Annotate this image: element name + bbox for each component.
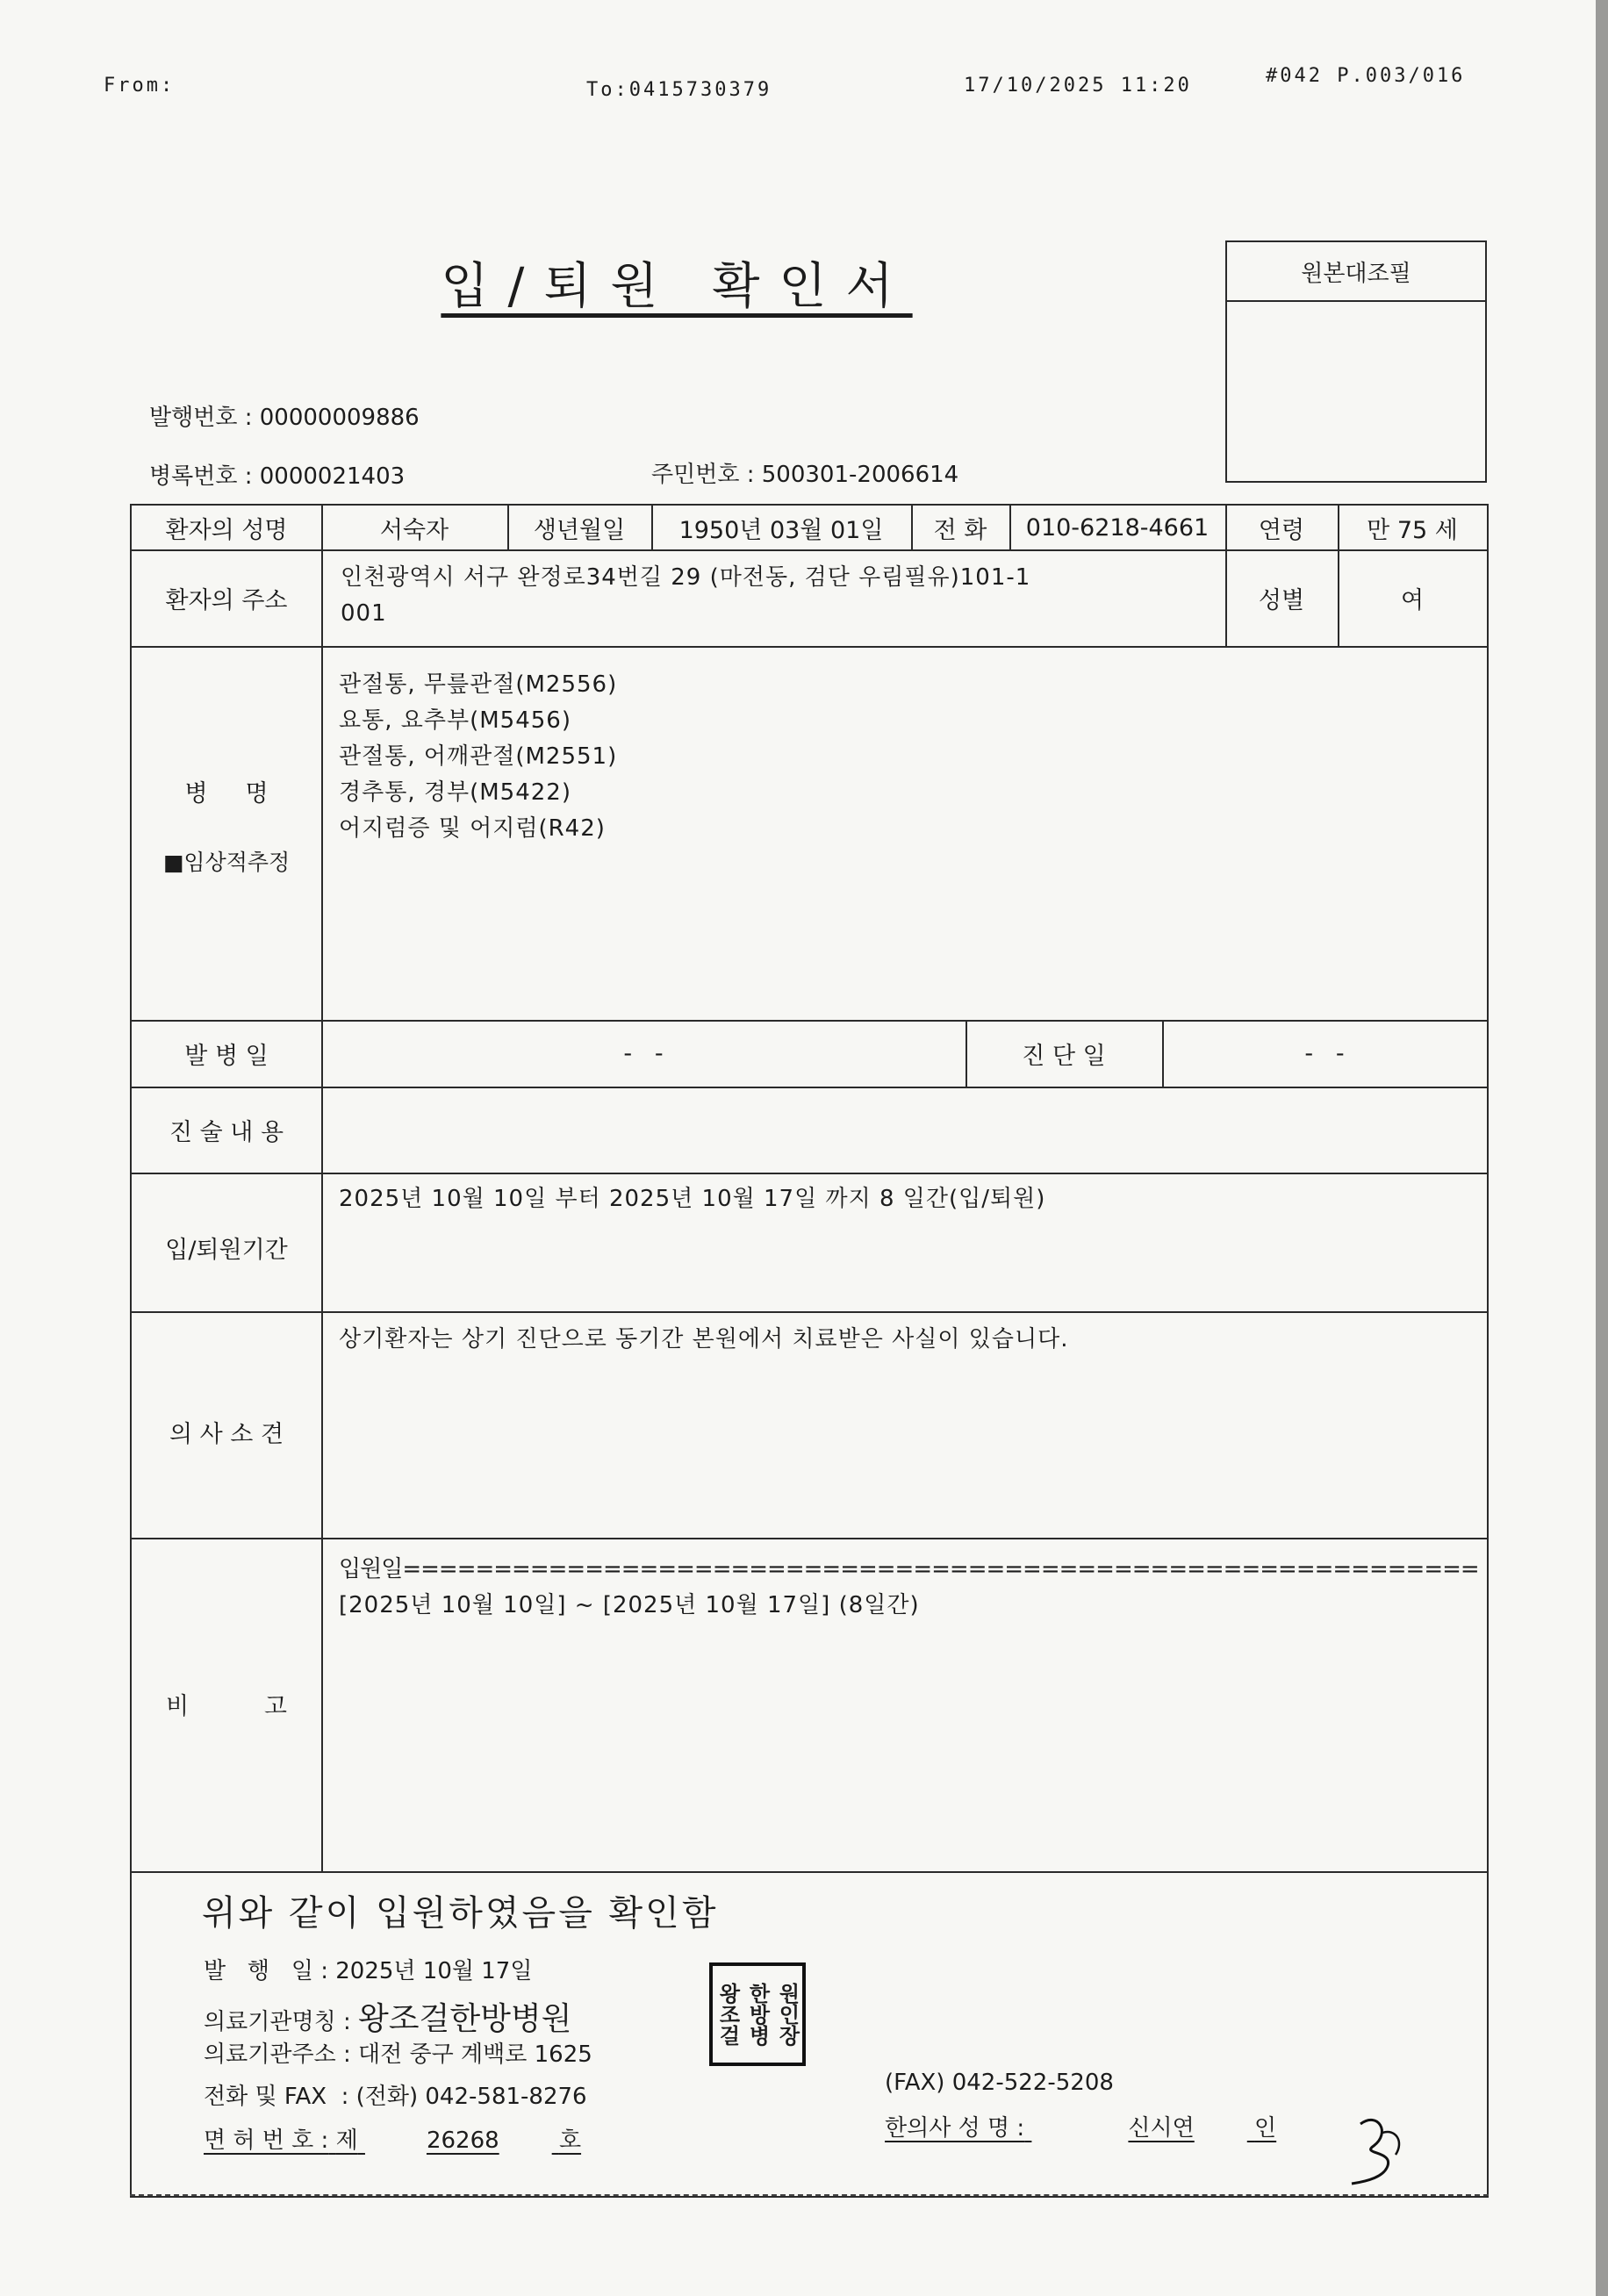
address [341, 560, 1030, 632]
remarks-label: 비 고 [166, 1692, 287, 1720]
license-suffix: 호 [558, 2127, 582, 2154]
fax-page: #042 P.003/016 [1266, 65, 1466, 87]
document-title: 입/퇴원 확인서 [441, 258, 913, 315]
institution [204, 1994, 571, 2039]
resident-no-label: 주민번호 : [651, 462, 755, 488]
license [204, 2122, 581, 2155]
tel-value: (전화) 042-581-8276 [355, 2084, 587, 2110]
diagnosis-item: 어지럼증 및 어지럼(R42) [339, 815, 606, 842]
issue-no-value: 00000009886 [259, 405, 420, 431]
tel-fax [204, 2078, 587, 2111]
fax-datetime: 17/10/2025 11:20 [964, 75, 1192, 97]
issue-no-label: 발행번호 : [149, 405, 253, 431]
period-label: 입/퇴원기간 [165, 1236, 288, 1264]
original-verified-label: 원본대조필 [1227, 242, 1485, 302]
period-value: 2025년 10월 10일 부터 2025년 10월 17일 까지 8 일간(입/퇴원) [339, 1186, 1046, 1212]
institution-address [204, 2036, 592, 2069]
diagnosis-list [339, 667, 617, 847]
fax-from: From: [104, 75, 176, 97]
diagnosis-item: 경추통, 경부(M5422) [339, 779, 571, 806]
doctor-signature [1343, 2106, 1413, 2185]
issue-date-value: 2025년 10월 17일 [335, 1958, 533, 1984]
address-label: 환자의 주소 [165, 586, 288, 614]
diagnosis-item: 요통, 요추부(M5456) [339, 707, 571, 734]
age: 만 75 세 [1367, 516, 1458, 544]
license-label: 면 허 번 호 : [204, 2127, 329, 2154]
diagnosis-item: 관절통, 어깨관절(M2551) [339, 743, 618, 770]
age-label: 연령 [1258, 516, 1305, 544]
tel-fax-label: 전화 및 FAX : [204, 2084, 349, 2110]
clinical-estimate-label: ■임상적추정 [162, 850, 291, 875]
institution-address-label: 의료기관주소 : [204, 2041, 351, 2068]
issue-no [149, 399, 420, 432]
address-line2: 001 [341, 600, 387, 627]
original-verified-box [1225, 240, 1487, 483]
resident-no-value: 500301-2006614 [761, 462, 959, 488]
sex: 여 [1400, 586, 1425, 614]
opinion-label: 의 사 소 견 [169, 1420, 284, 1448]
issuer-right-border [1487, 1882, 1489, 2194]
resident-no [651, 456, 958, 489]
remarks-line2: [2025년 10월 10일] ~ [2025년 10월 17일] (8일간) [339, 1592, 920, 1618]
confirm-text: 위와 같이 입원하였음을 확인함 [202, 1893, 719, 1934]
diag-date-value: - - [1304, 1039, 1345, 1067]
fax-to: To:0415730379 [586, 79, 772, 101]
birth-date: 1950년 03월 01일 [678, 516, 884, 544]
opinion-value: 상기환자는 상기 진단으로 동기간 본원에서 치료받은 사실이 있습니다. [339, 1326, 1069, 1352]
remarks-value [339, 1552, 1479, 1624]
onset-label: 발 병 일 [184, 1042, 269, 1070]
doctor-seal-mark: 인 [1254, 2115, 1277, 2142]
institution-label: 의료기관명칭 : [204, 2009, 351, 2035]
diagnosis-item: 관절통, 무릎관절(M2556) [339, 671, 618, 698]
license-no: 26268 [426, 2127, 499, 2154]
institution-address-value: 대전 중구 계백로 1625 [358, 2041, 592, 2068]
remarks-line1: 입원일=========================================================== [339, 1556, 1479, 1582]
patient-name: 서숙자 [379, 516, 449, 544]
issuer-left-border [130, 1882, 132, 2194]
record-no-label: 병록번호 : [149, 463, 253, 490]
license-prefix: 제 [335, 2127, 358, 2154]
fax-value: (FAX) 042-522-5208 [885, 2070, 1114, 2096]
background-edge [1596, 0, 1608, 2296]
phone-label: 전 화 [933, 516, 987, 544]
diagnosis-label: 병 명 [184, 779, 269, 807]
record-no-value: 0000021403 [259, 463, 406, 490]
record-no [149, 458, 405, 491]
address-line1: 인천광역시 서구 완정로34번길 29 (마전동, 검단 우림필유)101-1 [341, 564, 1031, 591]
seal-col: 왕조걸 [715, 1983, 740, 2046]
patient-name-label: 환자의 성명 [165, 516, 288, 544]
form-table [130, 504, 1489, 2198]
doctor-name: 신시연 [1128, 2115, 1195, 2142]
seal-col: 원인장 [775, 1983, 800, 2046]
institution-name: 왕조걸한방병원 [358, 2001, 572, 2037]
statement-label: 진 술 내 용 [169, 1118, 284, 1146]
hospital-seal [709, 1962, 806, 2066]
issuer-bottom-border [130, 2194, 1489, 2196]
doctor [885, 2110, 1276, 2142]
doctor-label: 한의사 성 명 : [885, 2115, 1025, 2142]
issue-date [204, 1953, 532, 1985]
onset-value: - - [623, 1039, 664, 1067]
sex-label: 성별 [1258, 586, 1305, 614]
seal-col: 한방병 [745, 1983, 770, 2046]
phone: 010-6218-4661 [1025, 513, 1210, 542]
issue-date-label: 발 행 일 : [204, 1958, 328, 1984]
birth-label: 생년월일 [533, 516, 626, 544]
diag-date-label: 진 단 일 [1022, 1042, 1106, 1070]
